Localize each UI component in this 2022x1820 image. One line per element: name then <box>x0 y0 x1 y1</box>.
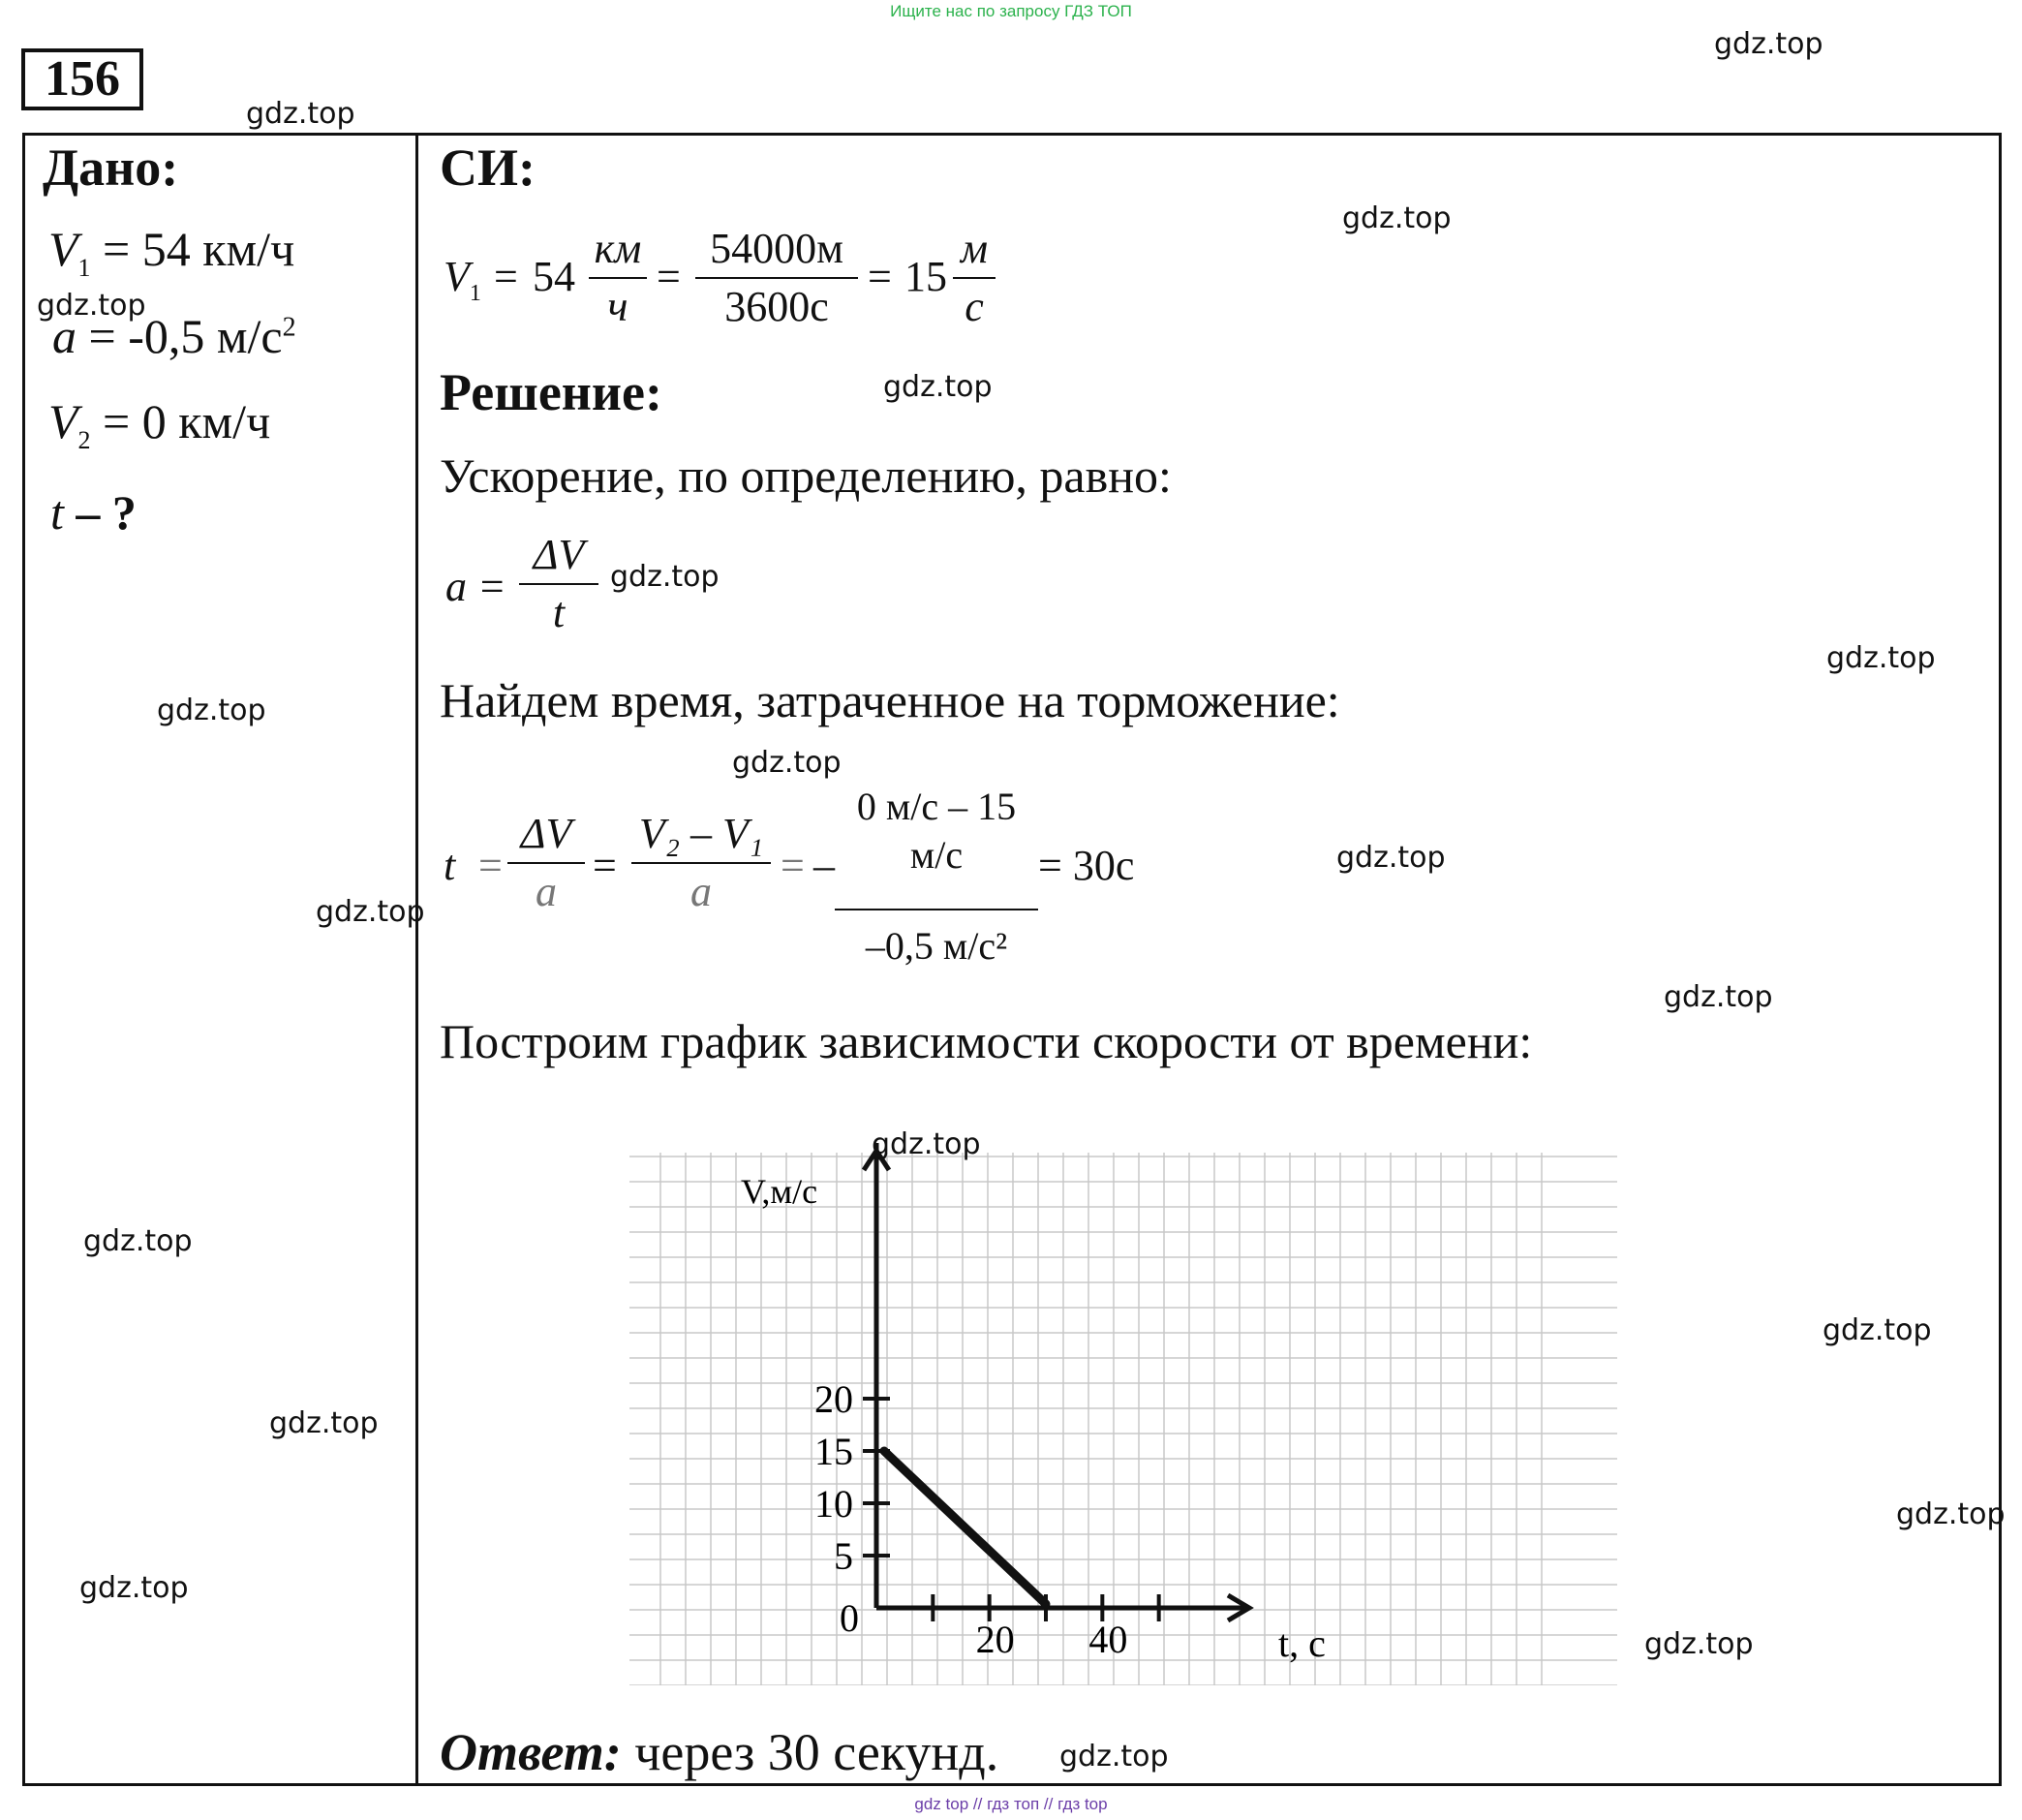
chart-ticks <box>863 1399 1159 1621</box>
v1-sub: 1 <box>77 254 91 282</box>
si-eq2: = <box>657 253 681 300</box>
si-frac-ms <box>953 225 996 331</box>
f2-frac-big <box>835 783 1038 971</box>
f2-t: t <box>444 842 456 889</box>
f2-eq2: = <box>593 842 617 889</box>
watermark: gdz.top <box>83 1224 193 1258</box>
watermark: gdz.top <box>246 97 355 131</box>
answer-text: через 30 секунд. <box>634 1723 999 1781</box>
watermark: gdz.top <box>316 895 425 929</box>
watermark: gdz.top <box>732 746 842 780</box>
y-tick-label-10: 10 <box>814 1482 853 1526</box>
f2-bottom: –0,5 м/с² <box>865 924 1008 968</box>
si-s: с <box>965 283 984 330</box>
si-eq1: = <box>494 253 518 300</box>
frac-bar <box>695 277 858 279</box>
answer <box>440 1722 998 1782</box>
solution-line3: Построим график зависимости скорости от времени: <box>440 1014 1533 1068</box>
watermark: gdz.top <box>157 694 266 727</box>
x-tick-label-40: 40 <box>1088 1618 1128 1661</box>
watermark: gdz.top <box>1059 1740 1169 1774</box>
formula1-num: ΔV <box>533 531 585 578</box>
watermark: gdz.top <box>883 370 993 404</box>
si-km: км <box>594 225 642 272</box>
formula1-den: t <box>552 589 566 636</box>
y-tick-label-0: 0 <box>840 1596 859 1640</box>
f2-top: 0 м/с – 15 м/с <box>856 785 1017 877</box>
si-lhs-sub: 1 <box>469 280 481 306</box>
y-tick-label-5: 5 <box>834 1534 853 1578</box>
f2-v2v1: V₂ – V₁ <box>638 810 764 857</box>
watermark: gdz.top <box>1823 1313 1932 1347</box>
frac-bar <box>631 862 771 864</box>
a-sup: 2 <box>282 312 296 343</box>
si-eq3: = <box>868 253 892 300</box>
velocity-time-chart <box>620 1143 1627 1685</box>
f2-eq3: = <box>781 842 805 889</box>
si-big-den: 3600с <box>724 283 829 330</box>
f2-frac-v <box>631 810 771 916</box>
v1-var: V <box>48 222 78 276</box>
f2-eq1: = <box>478 842 503 889</box>
si-num15: 15 <box>904 253 947 300</box>
watermark: gdz.top <box>1336 841 1446 875</box>
watermark: gdz.top <box>872 1127 981 1161</box>
f2-a2: a <box>690 868 712 915</box>
t-var: t <box>50 485 64 540</box>
answer-label: Ответ: <box>440 1723 622 1781</box>
given-v2 <box>48 393 270 455</box>
si-num54: 54 <box>533 253 575 300</box>
solution-line2: Найдем время, затраченное на торможение: <box>440 673 1340 727</box>
frac-bar <box>507 862 585 864</box>
si-frac-big <box>695 225 858 331</box>
watermark: gdz.top <box>1826 641 1936 675</box>
si-lhs <box>444 252 481 307</box>
formula1-frac <box>519 531 598 637</box>
y-tick-label-15: 15 <box>814 1430 853 1473</box>
bottom-banner: gdz top // гдз топ // гдз top <box>914 1795 1108 1813</box>
given-heading: Дано: <box>43 139 179 197</box>
problem-number: 156 <box>21 48 143 110</box>
v2-value: = 0 км/ч <box>103 394 271 448</box>
t-question: – ? <box>76 485 137 540</box>
a-var: a <box>52 309 77 363</box>
y-axis-label: V,м/с <box>741 1172 818 1211</box>
si-heading: СИ: <box>440 139 536 197</box>
si-ch: ч <box>607 283 628 330</box>
f2-minus: – <box>813 842 835 889</box>
f2-a: a <box>536 868 557 915</box>
f2-result: = 30с <box>1038 842 1135 889</box>
si-big-num: 54000м <box>710 225 843 272</box>
watermark: gdz.top <box>610 560 720 594</box>
given-t <box>50 484 137 540</box>
solution-heading: Решение: <box>440 363 662 421</box>
formula1-lhs: a = <box>445 563 506 610</box>
watermark: gdz.top <box>79 1571 189 1605</box>
v1-value: = 54 км/ч <box>103 222 295 276</box>
frac-bar <box>953 277 996 279</box>
frac-bar <box>519 583 598 585</box>
si-frac-kmh <box>589 225 647 331</box>
x-axis-label: t, с <box>1278 1621 1326 1665</box>
given-v1 <box>48 221 294 283</box>
column-divider <box>415 133 418 1786</box>
watermark: gdz.top <box>1644 1627 1754 1661</box>
solution-line1: Ускорение, по определению, равно: <box>440 448 1172 503</box>
velocity-line <box>884 1451 1046 1604</box>
v2-sub: 2 <box>77 426 91 454</box>
v2-var: V <box>48 394 78 448</box>
y-tick-label-20: 20 <box>814 1377 853 1421</box>
frac-bar <box>835 909 1038 910</box>
f2-dv: ΔV <box>520 810 572 857</box>
si-lhs-var: V <box>444 253 470 300</box>
x-tick-label-20: 20 <box>975 1618 1015 1661</box>
f2-frac-dv <box>507 810 585 916</box>
watermark: gdz.top <box>1664 980 1773 1014</box>
watermark: gdz.top <box>1342 201 1452 235</box>
frac-bar <box>589 277 647 279</box>
a-value: = -0,5 м/с <box>88 309 283 363</box>
top-banner: Ищите нас по запросу ГДЗ ТОП <box>890 2 1132 20</box>
si-m: м <box>960 225 989 272</box>
watermark: gdz.top <box>37 289 146 323</box>
watermark: gdz.top <box>269 1406 379 1440</box>
watermark: gdz.top <box>1714 27 1823 61</box>
watermark: gdz.top <box>1896 1497 2006 1531</box>
